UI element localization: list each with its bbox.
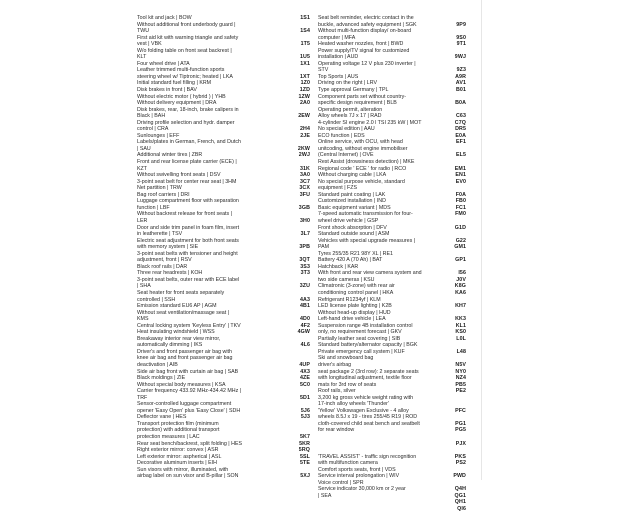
equipment-code: 3GB [298,204,310,211]
equipment-description: seat package 2 (3rd row): 2 separate seats [318,368,419,375]
equipment-description: Emission standard EU6 AP | AGM [137,303,217,310]
equipment-code: QG1 [454,492,466,499]
equipment-description: Suspension range 4B installation control [318,322,413,329]
equipment-description: driver's airbag [318,361,352,368]
equipment-description: Hatchback | KAR [318,263,359,270]
equipment-code: 1ZW [298,93,310,100]
equipment-description: Without delivery equipment | DRA [137,100,217,107]
equipment-description: Left exterior mirror: aspherical | ASL [137,453,222,460]
equipment-code: PFC [455,407,466,414]
equipment-description: Side air bag front with curtain air bag | SAB [137,368,239,375]
equipment-description: mats for 3rd row of seats [318,381,377,388]
equipment-description: PAM [318,244,330,251]
equipment-code: PWD [453,473,466,480]
equipment-code: 1T5 [300,41,310,48]
equipment-description: Heat insulating windshield | WSS [137,329,215,336]
equipment-description: with multifunction camera [318,460,378,467]
equipment-code: GP1 [455,257,466,264]
equipment-code: AV1 [455,80,466,87]
equipment-code: 4ZE [299,375,310,382]
equipment-code: G22 [455,237,466,244]
equipment-code: EM1 [454,165,466,172]
equipment-code: 4X3 [300,368,310,375]
equipment-description: Standard paint coating | LAK [318,191,386,198]
equipment-description: Transport protection film (minimum [137,420,219,427]
equipment-description: Black roof rails | DAR [137,263,188,270]
equipment-description: Additional winter tires | ZBR [137,152,203,159]
equipment-description: two side cameras | KSU [318,276,375,283]
equipment-code: EN1 [455,172,466,179]
equipment-code: N5V [455,361,466,368]
equipment-description: specific design requirement | BLB [318,100,397,107]
equipment-description: Standard battery/alternator capacity | BGK [318,342,418,349]
equipment-description: Seat heater for front seats separately [137,289,225,296]
equipment-description: | SEA [318,492,332,499]
equipment-description: vest | VBK [137,41,162,48]
equipment-description: Front and rear license plate carrier (ECE) | [137,159,237,166]
equipment-code: L0L [456,335,466,342]
equipment-code: 4B1 [299,303,310,310]
equipment-code: KH7 [455,303,466,310]
equipment-code: 2H4 [299,126,310,133]
equipment-description: Top Sports | AUS [318,73,359,80]
equipment-description: Front shock absorption | DFV [318,224,387,231]
equipment-description: TRF [137,394,148,401]
equipment-description: Rest Assist (drowsiness detection) | MKE [318,159,415,166]
equipment-code: PB5 [455,381,466,388]
equipment-description [318,506,448,513]
equipment-description: Luggage compartment floor with separation [137,198,239,205]
equipment-code: 3H0 [299,217,310,224]
equipment-code: 3ZU [299,283,310,290]
equipment-description: Private emergency call system | KUF [318,348,405,355]
equipment-code: PG1 [455,420,466,427]
equipment-description: computer | MFA [318,34,356,41]
equipment-description: Electric seat adjustment for both front seats [137,237,239,244]
equipment-code: I56 [458,270,466,277]
equipment-description: Climatronic (3-zone) with rear air [318,283,395,290]
equipment-code: NY0 [455,368,466,375]
equipment-code: 31K [299,165,310,172]
equipment-code: 5J6 [300,407,310,414]
equipment-code: F0A [455,191,466,198]
equipment-code: EF1 [455,139,466,146]
equipment-code: PS2 [455,460,466,467]
equipment-code: NZ4 [455,375,466,382]
equipment-code: 1XT [299,73,310,80]
equipment-description: Without multi-function display/ on-board [318,28,412,35]
equipment-description: protection) with additional transport [137,427,220,434]
equipment-code: 4UP [299,361,310,368]
equipment-code: PE2 [455,388,466,395]
equipment-code: PKS [454,453,466,460]
equipment-code: A9R [455,73,466,80]
equipment-code: 1ZD [299,87,310,94]
equipment-code: 2KW [297,145,310,152]
equipment-description: Seat belt reminder, electric contact in the [318,15,414,21]
equipment-code: 2JE [300,132,310,139]
equipment-code: KS0 [455,329,466,336]
equipment-description: installation | AUD [318,54,359,61]
equipment-code: C63 [455,113,466,120]
equipment-description: Comfort sports seats, front | VDS [318,466,396,473]
equipment-description: Refrigerant R1234yf | KLM [318,296,381,303]
equipment-description: Roof rails, silver [318,388,356,395]
equipment-code: QH1 [454,499,466,506]
equipment-code: 3T3 [300,270,310,277]
equipment-description: Service indicator 30,000 km or 2 year [318,486,406,493]
equipment-description: Without electric motor ( hybrid ) | YHB [137,93,226,100]
equipment-description: Central locking system 'Keyless Entry' | TKV [137,322,241,329]
equipment-description: deactivation | AIB [137,361,178,368]
equipment-code: 3CX [299,185,310,192]
equipment-code: B01 [455,87,466,94]
equipment-code: KL1 [455,322,466,329]
equipment-description: Rear seat bench/backrest, split folding | HES [137,440,243,447]
equipment-description: Without charging cable | LKA [318,172,387,179]
equipment-description: Ski and snowboard bag [318,355,374,362]
equipment-description: equipment | FZS [318,185,358,192]
equipment-description: Without swivelling front seats | DSV [137,172,221,179]
equipment-code: Q4H [454,486,466,493]
equipment-code: 9S0 [456,34,466,41]
equipment-code: 9T1 [456,41,466,48]
equipment-description: automatically dimming | IKS [137,342,203,349]
left-column-descriptions [137,15,277,480]
equipment-code: 5KR [299,440,310,447]
equipment-description: Labels/plates in German, French, and Dutch [137,139,241,146]
equipment-description: Customized installation | IND [318,198,386,205]
equipment-code: 4A3 [299,296,310,303]
equipment-description: Four wheel drive | ATA [137,60,190,67]
equipment-description: KLT [137,54,147,61]
equipment-description: | SAU [137,145,151,152]
equipment-description: KZT [137,165,148,172]
equipment-description: Disk brakes in front | BAV [137,87,197,94]
equipment-description: Deflector vane | HES [137,414,187,421]
equipment-description: Type approval Germany | TPL [318,87,389,94]
equipment-code: GM1 [454,244,466,251]
equipment-description: 3-point seat belt for center rear seat | 3HM [137,178,237,185]
page-edge-divider [481,0,482,480]
equipment-code: DR5 [455,126,466,133]
equipment-description: airbag label on sun visor and B-pillar | SON [137,473,239,480]
equipment-code: C7Q [454,119,466,126]
equipment-description: Leather trimmed multi-function sports [137,67,225,74]
equipment-description: Left-hand drive vehicle | LEA [318,316,386,323]
equipment-description: Heated washer nozzles, front | BWD [318,41,404,48]
equipment-code: 2EW [298,113,310,120]
equipment-description: with longitudinal adjustment, textile floor [318,375,412,382]
equipment-description: adjustment, front | RSV [137,257,192,264]
equipment-code: 5C0 [299,381,310,388]
equipment-description: 'Yellow' Volkswagen Exclusive - 4 alloy [318,407,409,414]
equipment-description: Right exterior mirror: convex | ASR [137,447,219,454]
equipment-code: 2WJ [298,152,310,159]
equipment-description: cloth-covered child seat bench and seatbelt [318,420,420,427]
equipment-code: 1X1 [300,60,310,67]
equipment-code: 3PB [299,244,310,251]
equipment-description: Driver's and front passenger air bag with [137,348,232,355]
equipment-description: STV [318,67,329,74]
equipment-description: Power supply/TV signal for customized [318,47,410,54]
equipment-code: FC1 [455,204,466,211]
equipment-description: Driving profile selection and hydr. damper [137,119,235,126]
equipment-description: Component parts set without country- [318,93,407,100]
equipment-code: 5XJ [300,473,310,480]
right-column-descriptions [318,15,448,513]
equipment-code: 5D1 [299,394,310,401]
equipment-code: K8G [454,283,466,290]
equipment-description: buckle, advanced safety equipment | SGK [318,21,417,28]
equipment-code: E0A [455,132,466,139]
equipment-code: 9Z3 [456,67,466,74]
equipment-code: KA6 [455,289,466,296]
equipment-description: Battery 420 A (70 Ah) | BAT [318,257,383,264]
equipment-description: Vehicles with special upgrade measures | [318,237,416,244]
equipment-description: Disk brakes, rear, 18-inch, brake calipers in [137,106,239,113]
equipment-description: Service interval prolongation | WIV [318,473,400,480]
equipment-description: protection measures | LAC [137,434,200,440]
equipment-description: 3,200 kg gross vehicle weight rating with [318,394,414,401]
equipment-description: First aid kit with warning triangle and safety [137,34,239,41]
equipment-code: EL5 [455,152,466,159]
equipment-code: 3A0 [299,172,310,179]
equipment-description: only, no requirement forecast | GKV [318,329,402,336]
equipment-description: Voice control | SPR [318,479,364,486]
equipment-code: 1Z0 [300,80,310,87]
equipment-code: 5K7 [299,434,310,440]
equipment-description: control | CRA [137,126,169,133]
equipment-code: 4F2 [300,322,310,329]
equipment-description: Without head-up display | HUD [318,309,391,316]
equipment-description: 17-inch alloy wheels 'Thunder' [318,401,389,408]
equipment-code: 3L7 [300,231,310,238]
equipment-description: Sensor-controlled luggage compartment [137,401,232,408]
equipment-code: FB0 [455,198,466,205]
equipment-description: controlled | SSH [137,296,176,303]
equipment-description: No special purpose vehicle, standard [318,178,405,185]
equipment-code: 3QT [299,257,310,264]
equipment-description: Alloy wheels 7J x 17 | RAD [318,113,382,120]
equipment-description: 7-speed automatic transmission for four- [318,211,413,218]
equipment-description: for rear window [318,427,355,434]
equipment-code: 5RQ [298,447,310,454]
equipment-description: 3-point seat belts with tensioner and height [137,250,238,257]
equipment-code: J0V [456,276,466,283]
equipment-description: Online service, with OCU, with head [318,139,403,146]
equipment-description: LER [137,217,148,224]
equipment-code: 9WJ [454,54,466,61]
equipment-description: Regional code ' ECE ' for radio | RCO [318,165,407,172]
equipment-description: Basic equipment variant | MDS [318,204,391,211]
equipment-code: 5J3 [300,414,310,421]
equipment-code: EV0 [455,178,466,185]
equipment-code: QI6 [457,506,466,513]
equipment-description: With front and rear view camera system and [318,270,422,277]
equipment-code: 4GW [297,329,310,336]
equipment-description: ECO function | EDS [318,132,365,139]
equipment-code: KK3 [455,316,466,323]
equipment-code: PG5 [455,427,466,434]
equipment-code: 9P9 [456,21,466,28]
equipment-description: Operating voltage 12 V plus 230 inverter | [318,60,416,67]
equipment-description: Sun visors with mirror, illuminated, with [137,466,229,473]
equipment-description: Driving on the right | LRV [318,80,377,87]
equipment-description: opener 'Easy Open' plus 'Easy Close' | SDH [137,407,241,414]
equipment-description: 4-cylinder SI engine 2.0 l TSI 235 kW | MOT [318,119,422,126]
equipment-description: Three rear headrests | KOH [137,270,203,277]
equipment-description: wheels 8.5J x 19 - tires 255/45 R19 | ROD [318,414,418,421]
equipment-code: 4D0 [299,316,310,323]
equipment-code: 5SL [299,453,310,460]
equipment-description: | SHA [137,283,151,290]
equipment-code: 3S3 [300,263,310,270]
equipment-code: L48 [456,348,466,355]
equipment-description: Black | BAH [137,113,166,120]
equipment-description: Standard outside sound | ASM [318,231,390,238]
equipment-description: Without special body measures | KSA [137,381,226,388]
equipment-description: Without additional front underbody guard | [137,21,236,28]
equipment-description: unitcoding, without engine immobiliser [318,145,408,152]
equipment-description: 3-point seat belts, outer rear with ECE label [137,276,240,283]
equipment-description: Sunlounges | EFF [137,132,180,139]
equipment-description: 'TRAVEL ASSIST' - traffic sign recognition [318,453,417,460]
equipment-code: 1S1 [300,15,310,21]
equipment-description: Decorative aluminum inserts | EIH [137,460,217,467]
equipment-description: Tyres 255/35 R21 98Y XL | RE1 [318,250,393,257]
equipment-description: steering wheel w/ Tiptronic; heated | LKA [137,73,233,80]
equipment-description: Breakaway interior rear view mirror, [137,335,221,342]
equipment-code: FM0 [455,211,466,218]
equipment-description: in leatherette | TSV [137,231,183,238]
equipment-description: Without backrest release for front seats | [137,211,232,218]
equipment-code: 1S4 [300,28,310,35]
equipment-description: TWU [137,28,150,35]
equipment-code: G1D [454,224,466,231]
equipment-description: Black moldings | ZIE [137,375,186,382]
equipment-description: wheel drive vehicle | GSP [318,217,379,224]
equipment-description: Operating permit, alteration [318,106,383,113]
equipment-description: No special edition | AAU [318,126,375,133]
equipment-description: with memory system | SIE [137,244,199,251]
equipment-description: Without seat ventilation/massage seat | [137,309,230,316]
equipment-code: PJX [455,440,466,447]
equipment-description: LED license plate lighting | K2B [318,303,392,310]
equipment-code: B0A [455,100,466,107]
equipment-description: W/o folding table on front seat backrest | [137,47,232,54]
equipment-code: 4L6 [300,342,310,349]
right-column-codes [448,15,466,513]
left-column-codes [280,15,310,480]
equipment-code: 3FU [299,191,310,198]
equipment-description: knee air bag and front passenger air bag [137,355,233,362]
equipment-description: (Central Internet) | OVE [318,152,374,159]
equipment-code: 2A0 [299,100,310,107]
equipment-description: Carrier frequency 433.92 MHz-434.42 MHz | [137,388,242,395]
equipment-description: function | LBF [137,204,170,211]
equipment-description: Bag roof carriers | DRI [137,191,190,198]
equipment-description: Tool kit and jack | BOW [137,15,192,21]
equipment-code: 3C7 [299,178,310,185]
equipment-description: Net partition | TRW [137,185,182,192]
equipment-description: Partially leather seat covering | SIB [318,335,401,342]
equipment-description: Initial standard fuel filling | KRM [137,80,212,87]
equipment-code: 1U5 [299,54,310,61]
equipment-description: Door and side trim panel in foam film, insert [137,224,240,231]
equipment-description: KMS [137,316,149,323]
equipment-description: conditioning control panel | HKA [318,289,394,296]
equipment-code: 5TE [299,460,310,467]
